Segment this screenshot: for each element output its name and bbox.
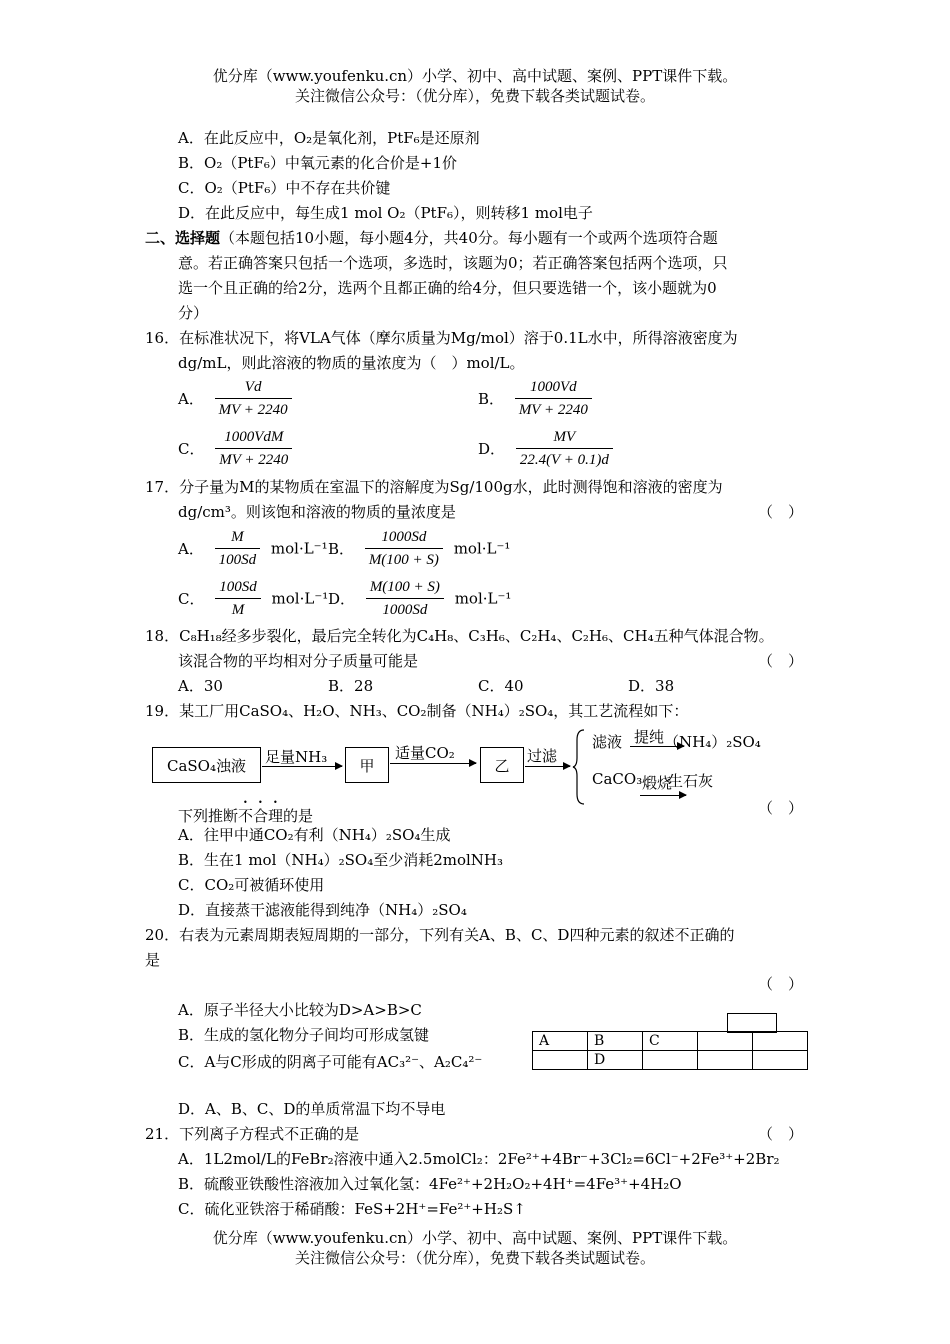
q21-stem: 21．下列离子方程式不正确的是: [145, 1125, 360, 1143]
q19-prompt-c: 的是: [283, 807, 314, 825]
flow-product: （NH₄）₂SO₄: [664, 733, 761, 751]
q20-stem-2: 是: [145, 951, 161, 969]
flow-arrow-3: [525, 766, 570, 767]
q16-d-label: D．: [478, 440, 506, 458]
q16-b-fraction: [515, 376, 592, 421]
table-row: [533, 1032, 808, 1051]
q18-stem-2: 该混合物的平均相对分子质量可能是: [178, 652, 419, 670]
q20-option-c: C．A与C形成的阴离子可能有AC₃²⁻、A₂C₄²⁻: [178, 1053, 483, 1071]
table-cell: [698, 1032, 753, 1051]
q20-stem-1: 20．右表为元素周期表短周期的一部分，下列有关A、B、C、D四种元素的叙述不正确的: [145, 926, 735, 944]
q18-option-d: D．38: [628, 677, 675, 695]
q16-a-den: MV + 2240: [218, 402, 288, 418]
flow-arrow-calcine: [640, 795, 686, 796]
q17-d-label: D．: [328, 590, 356, 608]
table-cell: [533, 1051, 588, 1070]
footer-line-2: 关注微信公众号：（优分库），免费下载各类试题试卷。: [294, 1249, 655, 1267]
footer-line-1: 优分库（www.youfenku.cn）小学、初中、高中试题、案例、PPT课件下载。: [212, 1229, 738, 1247]
q17-c-num: 100Sd: [215, 576, 261, 599]
table-cell: B: [588, 1032, 643, 1051]
q16-stem-1: 16．在标准状况下，将VLA气体（摩尔质量为Mg/mol）溶于0.1L水中，所得溶液密度为: [145, 329, 738, 347]
q19-option-d: D．直接蒸干滤液能得到纯净（NH₄）₂SO₄: [178, 901, 467, 919]
q20-option-b: B．生成的氢化物分子间均可形成氢键: [178, 1026, 430, 1044]
flow-label-nh3: 足量NH₃: [265, 748, 328, 766]
q21-answer-paren: （ ）: [758, 1125, 804, 1143]
q16-option-d: [478, 426, 619, 471]
q16-c-den: MV + 2240: [219, 452, 289, 468]
q18-stem-1: 18．C₈H₁₈经多步裂化，最后完全转化为C₄H₈、C₃H₆、C₂H₄、C₂H₆、CH₄五种气体混合物。: [145, 627, 774, 645]
q17-stem-1: 17．分子量为M的某物质在室温下的溶解度为Sg/100g水，此时测得饱和溶液的密度为: [145, 478, 723, 496]
q19-option-c: C．CO₂可被循环使用: [178, 876, 325, 894]
section-2-desc-2: 意。若正确答案只包括一个选项，多选时，该题为0；若正确答案包括两个选项，只: [178, 254, 728, 272]
q16-c-fraction: [215, 426, 292, 471]
q16-option-c: [178, 426, 298, 471]
q17-d-unit: mol·L⁻¹: [454, 589, 512, 608]
header-line-1: 优分库（www.youfenku.cn）小学、初中、高中试题、案例、PPT课件下载。: [212, 67, 738, 85]
table-cell: C: [643, 1032, 698, 1051]
q21-option-a: A．1L2mol/L的FeBr₂溶液中通入2.5molCl₂：2Fe²⁺+4Br⁻+3Cl₂=6Cl⁻+2Fe³⁺+2Br₂: [178, 1150, 780, 1168]
q17-option-b: [328, 526, 510, 571]
q15-option-d: D．在此反应中，每生成1 mol O₂（PtF₆），则转移1 mol电子: [178, 204, 593, 222]
table-cell: [753, 1032, 808, 1051]
header-line-2: 关注微信公众号：（优分库），免费下载各类试题试卷。: [294, 87, 655, 105]
q17-stem-2: dg/cm³。则该饱和溶液的物质的量浓度是: [178, 503, 456, 521]
flow-label-purify: 提纯: [634, 728, 665, 746]
q16-c-label: C．: [178, 440, 205, 458]
q20-option-a: A．原子半径大小比较为D>A>B>C: [178, 1001, 422, 1019]
q16-a-num: Vd: [215, 376, 292, 399]
flow-label-calcine: 煅烧: [642, 774, 673, 792]
q16-d-fraction: [516, 426, 613, 471]
periodic-table: [532, 1031, 808, 1070]
q17-answer-paren: （ ）: [758, 503, 804, 521]
q19-option-b: B．生在1 mol（NH₄）₂SO₄至少消耗2molNH₃: [178, 851, 504, 869]
q19-option-a: A．往甲中通CO₂有利（NH₄）₂SO₄生成: [178, 826, 451, 844]
table-cell: [753, 1051, 808, 1070]
q17-c-unit: mol·L⁻¹: [271, 589, 329, 608]
q18-answer-paren: （ ）: [758, 652, 804, 670]
q21-option-c: C．硫化亚铁溶于稀硝酸：FeS+2H⁺=Fe²⁺+H₂S↑: [178, 1200, 526, 1218]
flow-caco3: CaCO₃: [592, 770, 643, 788]
q16-a-fraction: [215, 376, 292, 421]
flow-box-yi: 乙: [480, 747, 524, 783]
flow-arrow-2: [390, 763, 476, 764]
section-2-desc-4: 分）: [178, 304, 209, 322]
q17-a-num: M: [215, 526, 261, 549]
q21-option-b: B．硫酸亚铁酸性溶液加入过氧化氢：4Fe²⁺+2H₂O₂+4H⁺=4Fe³⁺+4H₂O: [178, 1175, 682, 1193]
q17-d-num: M(100 + S): [366, 576, 444, 599]
q17-a-den: 100Sd: [218, 552, 257, 568]
q17-d-fraction: [366, 576, 444, 621]
q20-option-d: D．A、B、C、D的单质常温下均不导电: [178, 1100, 446, 1118]
q19-answer-paren: （ ）: [758, 799, 804, 817]
q17-c-label: C．: [178, 590, 205, 608]
q20-answer-paren: （ ）: [758, 975, 804, 993]
q17-b-fraction: [365, 526, 443, 571]
section-2-desc-1: （本题包括10小题，每小题4分，共40分。每小题有一个或两个选项符合题: [220, 229, 718, 247]
flow-brace: [572, 728, 586, 806]
table-row: [533, 1051, 808, 1070]
q16-d-den: 22.4(V + 0.1)d: [519, 452, 609, 468]
q16-a-label: A．: [178, 390, 204, 408]
q17-b-unit: mol·L⁻¹: [453, 539, 511, 558]
q17-a-label: A．: [178, 540, 204, 558]
flow-box-caso4: CaSO₄浊液: [152, 747, 261, 783]
q17-option-a: [178, 526, 328, 571]
q17-option-c: [178, 576, 328, 621]
q17-option-d: [328, 576, 511, 621]
section-2-heading: [145, 228, 718, 248]
section-2-title: 二、选择题: [145, 229, 221, 247]
q16-option-b: [478, 376, 598, 421]
q16-b-num: 1000Vd: [515, 376, 592, 399]
q17-a-unit: mol·L⁻¹: [270, 539, 328, 558]
q17-b-num: 1000Sd: [365, 526, 443, 549]
table-cell: D: [588, 1051, 643, 1070]
q19-stem: 19．某工厂用CaSO₄、H₂O、NH₃、CO₂制备（NH₄）₂SO₄，其工艺流程如下：: [145, 702, 689, 720]
q15-option-a: A．在此反应中，O₂是氧化剂，PtF₆是还原剂: [178, 129, 480, 147]
q17-d-den: 1000Sd: [382, 602, 428, 618]
q18-option-b: B．28: [328, 677, 374, 695]
q16-b-label: B．: [478, 390, 505, 408]
q17-b-den: M(100 + S): [368, 552, 439, 568]
q16-b-den: MV + 2240: [518, 402, 588, 418]
table-cell: [698, 1051, 753, 1070]
flow-label-co2: 适量CO₂: [395, 744, 455, 762]
q16-option-a: [178, 376, 298, 421]
q19-prompt-a: 下列推断: [178, 807, 239, 825]
q17-a-fraction: [215, 526, 261, 571]
table-cell: [643, 1051, 698, 1070]
q17-b-label: B．: [328, 540, 355, 558]
q18-option-a: A．30: [178, 677, 223, 695]
q15-option-c: C．O₂（PtF₆）中不存在共价键: [178, 179, 391, 197]
q16-d-num: MV: [516, 426, 613, 449]
flow-quicklime: 生石灰: [668, 772, 714, 790]
q17-c-den: M: [231, 602, 245, 618]
table-cell: A: [533, 1032, 588, 1051]
section-2-desc-3: 选一个且正确的给2分，选两个且都正确的给4分，但只要选错一个，该小题就为0: [178, 279, 717, 297]
q19-prompt: [178, 798, 313, 826]
q16-c-num: 1000VdM: [215, 426, 292, 449]
flow-label-filter: 过滤: [527, 747, 558, 765]
q19-prompt-emphasis: 不合理: [238, 807, 284, 825]
flow-box-jia: 甲: [345, 747, 389, 783]
flow-filtrate: 滤液: [592, 733, 623, 751]
q17-c-fraction: [215, 576, 261, 621]
flow-arrow-1: [262, 766, 342, 767]
table-top-cell: [727, 1013, 777, 1033]
q18-option-c: C．40: [478, 677, 524, 695]
q15-option-b: B．O₂（PtF₆）中氧元素的化合价是+1价: [178, 154, 457, 172]
q16-stem-2: dg/mL，则此溶液的物质的量浓度为（ ）mol/L。: [178, 354, 525, 372]
